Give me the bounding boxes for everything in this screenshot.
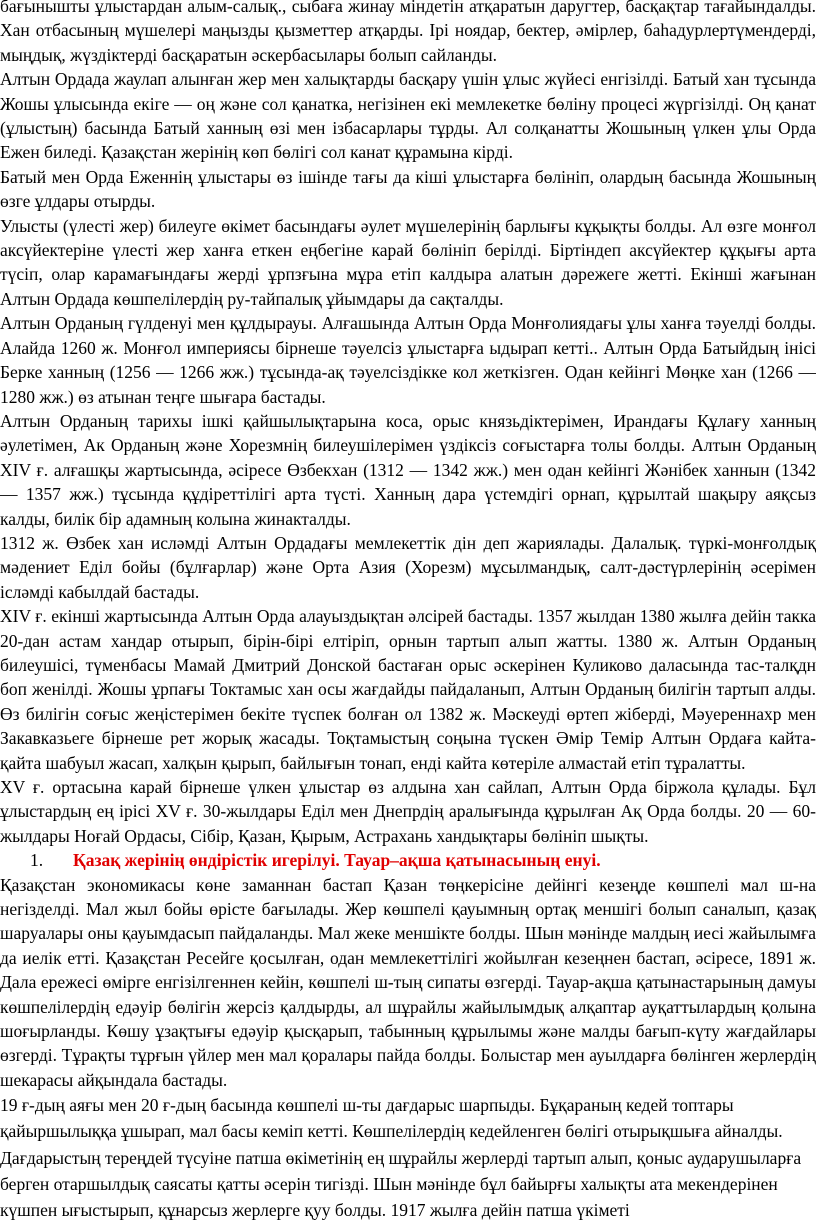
paragraph: Улысты (үлесті жер) билеуге өкімет басындағы әулет мүшелерінің барлығы кұқықты болды. Ал өзге монғол аксүйектеріне үлесті жер ханға еткен еңбегіне карай бөлініп берілді. Біртіндеп аксүйектер құқығы арта түсіп, олар карамағындағы жерді ұрпзғына мұра етіп калдыра алатын дәрежеге жетті. Екінші жағынан Алтын Ордада көшпелілердің ру-тайпалық ұйымдары да сақталды. (0, 215, 816, 309)
paragraph: XIV ғ. екінші жартысында Алтын Орда алауыздықтан әлсірей бастады. 1357 жылдан 1380 жылға дейін такка 20-дан астам хандар отырып, бірін-бірі елтіріп, орнын тартып алып жатты. 1380 ж. Алтын Орданың билеушісі, түменбасы Мамай Дмитрий Донской бастаған орыс әскерінен Куликово даласында тас-талқдн боп женілді. Жошы ұрпағы Токтамыс хан осы жағдайды пайдаланып, Алтын Орданың билігін тартып алды. Өз билігін соғыс жеңістерімен бекіте түспек болған ол 1382 ж. Мәскеуді өртеп жіберді, Мәуереннахр мен Закавказьеге бірнеше рет жорық жасады. Тоқтамыстың соңына түскен Әмір Темір Алтын Ордаға кайта-қайта шабуыл жасап, халқын қырып, байлығын тонап, енді кайта көтеріле алмастай етіп тұралатты. (0, 606, 816, 773)
section-number: 1. (30, 850, 44, 871)
paragraph: 19 ғ-дың аяғы мен 20 ғ-дың басында көшпелі ш-ты дағдарыс шарпыды. Бұқараның кедей топтары қайыршылыққа ұшырап, мал басы кеміп кетті. Көшпелілердің кедейленген бөлігі отырықшыға айналды. Дағдарыстың тереңдей түсуіне патша өкіметінің ең шұрайлы жерлерді тартып алып, қоныс аударушыларға берген отаршылдық саясаты қатты әсерін тигізді. Шын мәнінде бұл байырғы халықты ата мекендерінен күшпен ығыстырып, құнарсыз жерлерге қуу болды. 1917 жылға дейін патша үкіметі (0, 1095, 802, 1221)
paragraph: XV ғ. ортасына карай бірнеше үлкен ұлыстар өз алдына хан сайлап, Алтын Орда біржола құлады. Бұл ұлыстардың ең ірісі XV ғ. 30-жылдары Еділ мен Днепрдің аралығында құрылған Ақ Орда болды. 20 — 60-жылдары Ноғай Ордасы, Сібір, Қазан, Қырым, Астрахань хандықтары бөлініп шықты. (0, 777, 816, 846)
paragraph: Батый мен Орда Еженнің ұлыстары өз ішінде тағы да кіші ұлыстарға бөлініп, олардың басында Жошының өзге ұлдары отырды. (0, 166, 816, 212)
paragraph: 1312 ж. Өзбек хан исләмді Алтын Ордадағы мемлекеттік дін деп жариялады. Далалық. түркі-монғолдық мәдениет Еділ бойы (бұлғарлар) және Орта Азия (Хорезм) мұсылмандық, салт-дәстүрлерінің әсерімен ісләмді кабылдай бастады. (0, 532, 816, 602)
paragraph: Алтын Орданың тарихы ішкі қайшылықтарына коса, орыс князьдіктерімен, Ирандағы Құлағу ханның әулетімен, Ак Орданың және Хорезмнің билеушілерімен үздіксіз соғыстарға толы болды. Алтын Орданың XIV ғ. алғашқы жартысында, әсіресе Өзбекхан (1312 — 1342 жж.) мен одан кейінгі Жәнібек ханнын (1342 — 1357 жж.) тұсында құдіреттілігі арта түсті. Ханның дара үстемдігі орнап, құрылтай шақыру аяқсыз калды, билік бір адамның колына жинакталды. (0, 410, 816, 529)
paragraph: Алтын Ордада жаулап алынған жер мен халықтарды басқару үшін ұлыс жүйесі енгізілді. Батый хан тұсында Жошы ұлысында екіге — оң және сол қанатка, негізінен екі мемлекетке бөліну процесі жүргізілді. Оң қанат (ұлыстың) басында Батый ханның өзі мен ізбасарлары тұрды. Ал солқанатты Жошының үлкен ұлы Орда Ежен биледі. Қазақстан жерінің көп бөлігі сол канат құрамына кірді. (0, 69, 816, 163)
section-heading (0, 848, 816, 872)
paragraph: Алтын Орданың гүлденуі мен құлдырауы. Алғашында Алтын Орда Монғолиядағы ұлы ханға тәуелді болды. Алайда 1260 ж. Монғол империясы бірнеше тәуелсіз ұлыстарға ыдырап кетті.. Алтын Орда Батыйдың інісі Берке ханның (1256 — 1266 жж.) тұсында-ақ тәуелсіздікке кол жеткізген. Одан кейінгі Мөңке хан (1266 — 1280 жж.) өз атынан теңге шығара бастады. (0, 313, 816, 407)
paragraph: бағынышты ұлыстардан алым-салық., сыбаға жинау міндетін атқаратын даругтер, басқақтар тағайындалды. Хан отбасының мүшелері маңызды қызметтер атқарды. Ірі ноядар, бектер, әмірлер, баһадурлертүмендерді, мыңдық, жүздіктерді басқаратын әскербасылары болып сайланды. (0, 0, 816, 65)
section-title: Қазақ жерінің өндірістік игерілуі. Тауар–ақша қатынасының енуі. (73, 850, 601, 871)
paragraph: Қазақстан экономикасы көне заманнан бастап Қазан төңкерісіне дейінгі кезеңде көшпелі мал ш-на негізделді. Мал жыл бойы өрісте бағылады. Жер көшпелі қауымның ортақ меншігі болып саналып, қазақ шаруалары оны қауымдасып пайдаланды. Мал жеке меншікте болды. Шын мәнінде малдың иесі жайылымға да иелік етті. Қазақстан Ресейге қосылған, одан мемлекеттілігі жойылған кезеңнен бастап, әсіресе, 1891 ж. Дала ережесі өмірге енгізілгеннен кейін, көшпелі ш-тың сипаты өзгерді. Тауар-ақша қатынастарының дамуы көшпелілердің едәуір бөлігін жерсіз қалдырды, ал шұрайлы жайылымдық алқаптар ауқаттылардың қолына шоғырланды. Көшу ұзақтығы едәуір қысқарып, табынның құрылымы және малды бағып-күту жағдайлары өзгерді. Тұрақты тұрғын үйлер мен мал қоралары пайда болды. Болыстар мен ауылдарға бөлінген жерлердің шекарасы айқындала бастады. (0, 874, 816, 1090)
